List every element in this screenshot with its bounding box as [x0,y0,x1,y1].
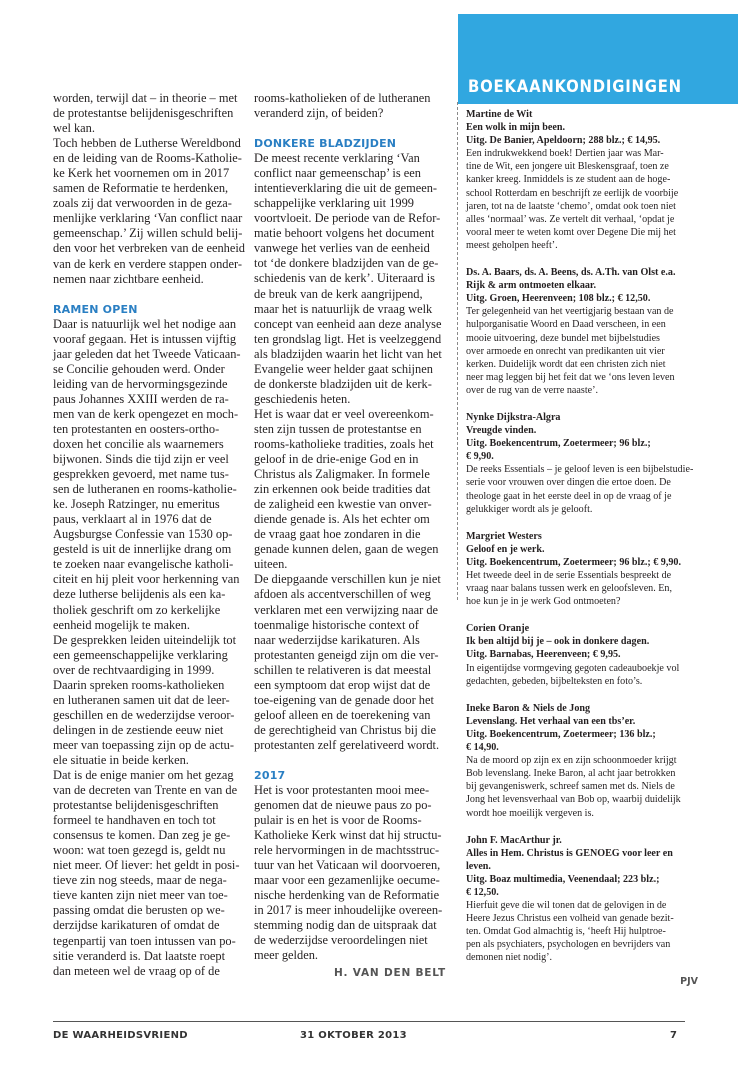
text-line: van de decreten van Trente en van de [53,783,238,798]
text-line: schappelijke verklaring uit 1999 [254,196,415,211]
footer-rule [53,1021,685,1022]
book-description-line: hulporganisatie Woord en Daad verscheen, in een [466,319,666,331]
text-line: voortvloeit. De periode van de Refor- [254,211,441,226]
book-description-line: vooral meer te weten komt over Degene Die mij het [466,226,676,238]
book-description-line: over armoede en onrecht van predikanten uit vier [466,345,665,357]
text-line: ke. Joseph Ratzinger, nu emeritus [53,497,220,512]
text-line: Daarin spreken rooms-katholieken [53,677,225,692]
paragraph [53,768,247,979]
book-description-line: over de rug van de verre naaste’. [466,384,598,396]
book-announcements [466,108,698,988]
text-line: dan meteen wel de vraag op of de [53,963,220,978]
book-author: Ineke Baron & Niels de Jong [466,702,591,714]
text-line: formeel te handhaven en toch tot [53,813,216,828]
text-line: ke Kerk het voornemen om in 2017 [53,166,230,181]
book-description-line: wordt hoe moeilijk vergeven is. [466,807,594,819]
text-line: Toch hebben de Lutherse Wereldbond [53,136,241,151]
book-author: Martine de Wit [466,109,533,120]
book-author: Margriet Westers [466,530,542,542]
text-line: sen de lutheranen en rooms-katholie- [53,482,237,497]
text-line: paus Johannes XXIII werden de ra- [53,391,229,406]
book-description-line: jaren, tot na de laatste ‘chemo’, omdat ook toen niet [466,200,676,212]
text-line: protestanten zelf gerelativeerd wordt. [254,737,440,752]
text-line: niet meer. Of liever: het geldt in posi- [53,858,240,873]
book-description-line: demonen niet nodig’. [466,952,553,964]
text-line: bijwonen. Sinds die tijd zijn er veel [53,452,229,467]
text-line: de wederzijdse veroordelingen niet [254,933,428,948]
book-description-line: theologe gaat in het eerste deel in op de vraag of je [466,490,672,502]
book-description-line: De reeks Essentials – je geloof leven is een bijbelstudie- [466,464,694,476]
paragraph [53,317,247,633]
paragraph [254,407,446,573]
book-description-line: neer mag leggen bij het feit dat we ‘ons leven leven [466,371,675,383]
issue-date: 31 OKTOBER 2013 [300,1030,407,1041]
text-line: Augsburgse Confessie van 1530 op- [53,527,233,542]
text-line: intentieverklaring die uit de gemeen- [254,181,438,196]
book-author: Corien Oranje [466,623,530,635]
book-description-line: ten. Omdat God almachtig is, ‘heeft Hij hulptroe- [466,926,666,938]
text-line: een symptoom dat erop wijst dat de [254,677,431,692]
book-description-line: kanker kreeg. Inmiddels is ze student aan de hoge- [466,174,671,186]
text-line: geschillen en de wederzijdse veroor- [53,707,235,722]
book-entry [466,411,698,516]
text-line: geschiedenis heten. [254,391,351,406]
book-publisher: € 9,90. [466,451,494,463]
book-entry [466,530,698,609]
text-line: derzijdse karikaturen of omdat de [53,918,220,933]
text-line: vooraf gegaan. Het is intussen vijftig [53,331,237,346]
text-line: een gemeenschappelijke verklaring [53,647,228,662]
book-publisher: Uitg. Boekencentrum, Zoetermeer; 96 blz.; [466,438,651,450]
book-description-line: vraag naar balans tussen werk en geloofsleven. En, [466,583,673,595]
text-line: concept van eenheid aan deze analyse [254,316,442,331]
book-publisher: Uitg. Boekencentrum, Zoetermeer; 96 blz.; € 9,90. [466,556,681,568]
article-column-1 [53,91,247,979]
text-line: genomen dat de nieuwe paus zo po- [254,798,432,813]
text-line: pulair is en het is voor de Rooms- [254,813,422,828]
text-line: ten grondslag ligt. Het is veelzeggend [254,331,442,346]
text-line: ele situatie in beide kerken. [53,752,189,767]
text-line: geloof in de drie-enige God en in [254,452,419,467]
book-description-line: Jong het levensverhaal van Bob op, waarbij duidelijk [466,794,681,806]
text-line: conflict naar gemeenschap’ is een [254,166,421,181]
book-description-line: Ter gelegenheid van het veertigjarig bestaan van de [466,306,674,318]
text-line: Christus als Zaligmaker. In formele [254,467,430,482]
section-heading: DONKERE BLADZIJDEN [254,137,397,151]
text-line: jaar geleden dat het Tweede Vaticaan- [53,346,241,361]
text-line: paus, verklaart al in 1976 dat de [53,512,212,527]
text-line: meer gelden. [254,948,318,963]
text-line: genade kunnen delen, gaan de wegen [254,542,439,557]
text-line: eenheid mogelijk te maken. [53,617,190,632]
book-description-line: kerken. Duidelijk wordt dat een christen zich niet [466,358,666,370]
text-line: maar het is natuurlijk de vraag welk [254,301,433,316]
book-description-line: school Rotterdam en beschrijft ze eerlijk de voorbije [466,187,679,199]
text-line: de zaligheid een kwestie van onver- [254,497,432,512]
book-description-line: Heere Jezus Christus een volheid van genade bezit- [466,913,674,925]
text-line: wel kan. [53,121,95,136]
text-line: de vraag gaat hoe zondaren in die [254,527,421,542]
text-line: toe-eigening van de genade door het [254,692,434,707]
book-description-line: serie voor vrouwen over dingen die ertoe doen. De [466,477,671,489]
paragraph [254,783,446,964]
book-entry [466,702,698,820]
book-description-line: meest geholpen heeft’. [466,239,558,251]
text-line: protestanten geneigd zijn om die ver- [254,647,439,662]
book-entry [466,622,698,687]
text-line: toenmalige historische context of [254,617,419,632]
text-line: sten zijn tussen de protestantse en [254,421,422,436]
text-line: tholiek geschrift om zo kerkelijke [53,602,221,617]
paragraph [53,136,247,286]
text-line: zoals zij dat verwoorden in de geza- [53,196,232,211]
book-publisher: Uitg. Barnabas, Heerenveen; € 9,95. [466,649,621,661]
book-title: Vreugde vinden. [466,425,537,437]
book-description-line: mooie uitvoering, deze bundel met bijbelstudies [466,332,660,344]
paragraph [53,633,247,768]
text-line: over de rechtvaardiging in 1999. [53,662,215,677]
text-line: geloof alleen en de toerekening van [254,707,431,722]
text-line: men van de kerk opengezet en moch- [53,406,239,421]
book-publisher: Uitg. Groen, Heerenveen; 108 blz.; € 12,50. [466,293,651,305]
page-number: 7 [670,1030,678,1041]
text-line: de protestantse belijdenisgeschriften [53,106,234,121]
text-line: Evangelie weer helder gaat schijnen [254,361,433,376]
book-title: Levenslang. Het verhaal van een tbs’er. [466,715,636,727]
book-description-line: Hierfuit geve die wil tonen dat de gelovigen in de [466,900,667,912]
text-line: verklaren met een verwijzing naar de [254,602,439,617]
text-line: tot ‘de donkere bladzijden van de ge- [254,256,439,271]
text-line: en lutheranen samen uit dat de leer- [53,692,230,707]
text-line: menlijke verklaring ‘Van conflict naar [53,211,243,226]
text-line: citeit en hij pleit voor herkenning van [53,572,240,587]
text-line: Daar is natuurlijk wel het nodige aan [53,316,237,331]
text-line: consensus te komen. Dan zeg je ge- [53,828,231,843]
text-line: protestantse belijdenisgeschriften [53,798,219,813]
text-line: passing omdat die berusten op we- [53,903,225,918]
text-line: nemen naar zichtbare eenheid. [53,271,204,286]
section-heading: 2017 [254,768,286,782]
text-line: meer van toepassing zijn op de actu- [53,737,234,752]
book-description-line: In eigentijdse vormgeving gegoten cadeauboekje vol [466,662,680,674]
text-line: woon: wat toen gezegd is, geldt nu [53,843,226,858]
text-line: samen de Reformatie te herdenken, [53,181,229,196]
text-line: maar voor een gezamenlijke oecume- [254,873,440,888]
book-entry [466,266,698,397]
text-line: den voor het verbreken van de eenheid [53,241,245,256]
book-publisher: € 12,50. [466,886,499,898]
book-description-line: gedachten, gebeden, bijbelteksten en foto’s. [466,675,643,687]
text-line: leiding van de hervormingsgezinde [53,376,228,391]
text-line: De gesprekken leiden uiteindelijk tot [53,632,237,647]
text-line: veranderd zijn, of beiden? [254,106,384,121]
text-line: sitie veranderd is. Dat laatste roept [53,948,226,963]
text-line: nische herdenking van de Reformatie [254,888,440,903]
text-line: ten protestanten en oosters-ortho- [53,421,220,436]
text-line: schillen te relativeren is dat meestal [254,662,432,677]
book-description-line: hoe kun je in je werk God ontmoeten? [466,596,621,608]
text-line: De diepgaande verschillen kun je niet [254,572,441,587]
text-line: rooms-katholieken of de lutheranen [254,91,431,105]
text-line: stemming nodig dan de uitspraak dat [254,918,437,933]
publication-name: DE WAARHEIDSVRIEND [53,1030,188,1041]
text-line: schiedenis van de kerk’. Uiteraard is [254,271,435,286]
text-line: gesteld is uit de innerlijke drang om [53,542,232,557]
text-line: de donkerste bladzijden uit de kerk- [254,376,432,391]
sidebar-banner [458,14,738,104]
book-title: Rijk & arm ontmoeten elkaar. [466,280,596,292]
text-line: van de kerk en verdere stappen onder- [53,256,242,271]
text-line: matie behoort volgens het document [254,226,435,241]
book-author: John F. MacArthur jr. [466,834,562,846]
text-line: doxen het concilie als waarnemers [53,436,224,451]
article-author: H. VAN DEN BELT [333,966,446,979]
book-author: Nynke Dijkstra-Algra [466,411,561,423]
text-line: se Concilie gehouden werd. Onder [53,361,225,376]
book-publisher: € 14,90. [466,742,499,754]
text-line: de gerechtigheid van Christus bij die [254,722,437,737]
text-line: rele hervormingen in de machtsstruc- [254,843,440,858]
book-description-line: bij gevangeniswerk, schreef samen met ds. Niels de [466,781,675,793]
text-line: delingen in de zestiende eeuw niet [53,722,224,737]
paragraph [53,91,247,136]
book-entry [466,834,698,965]
text-line: naar wederzijdse karikaturen. Als [254,632,420,647]
book-entry [466,108,698,252]
text-line: worden, terwijl dat – in theorie – met [53,91,238,105]
text-line: en de leiding van de Rooms-Katholie- [53,151,242,166]
sidebar-title: BOEKAANKONDIGINGEN [468,77,682,96]
text-line: rooms-katholieke tradities, zoals het [254,436,434,451]
column-divider [457,102,458,600]
book-title: Alles in Hem. Christus is GENOEG voor leer en leven. [466,847,673,872]
book-publisher: Uitg. De Banier, Apeldoorn; 288 blz.; € 14,95. [466,135,661,147]
text-line: gesprekken gevoerd, met name tus- [53,467,229,482]
book-description-line: alles ‘normaal’ was. Ze vertelt dit verhaal, ‘opdat je [466,213,675,225]
book-description-line: tine de Wit, een jongere uit Bleskensgraaf, toen ze [466,161,669,173]
text-line: tuur van het Vaticaan wil doorvoeren, [254,858,441,873]
book-description-line: Bob levenslang. Ineke Baron, al acht jaar betrokken [466,768,676,780]
book-publisher: Uitg. Boaz multimedia, Veenendaal; 223 blz.; [466,873,660,885]
book-description-line: gelukkiger wordt als je gelooft. [466,503,593,515]
text-line: tieve zin nog steeds, maar de nega- [53,873,227,888]
text-line: Katholieke Kerk winst dat hij structu- [254,828,442,843]
text-line: uiteen. [254,557,288,572]
book-title: Ik ben altijd bij je – ook in donkere dagen. [466,636,650,648]
paragraph [254,91,446,121]
text-line: de breuk van de kerk aangrijpend, [254,286,423,301]
book-description-line: Een indrukwekkend boek! Dertien jaar was Mar- [466,148,664,160]
reviewer-signature: PJV [680,975,698,987]
text-line: tegenpartij van toen intussen van po- [53,933,236,948]
book-title: Geloof en je werk. [466,543,545,555]
book-author: Ds. A. Baars, ds. A. Beens, ds. A.Th. van Olst e.a. [466,267,676,279]
book-description-line: Het tweede deel in de serie Essentials bespreekt de [466,570,672,581]
text-line: diende genade is. Als het echter om [254,512,430,527]
text-line: Dat is de enige manier om het gezag [53,768,234,783]
book-title: Een wolk in mijn been. [466,122,565,134]
text-line: deze lutherse belijdenis als een ka- [53,587,226,602]
text-line: Het is waar dat er veel overeenkom- [254,406,434,421]
text-line: tieve kanten zijn niet meer van toe- [53,888,228,903]
text-line: als bladzijden waarin het licht van het [254,346,442,361]
book-description-line: pen als psychiaters, psychologen en bevrijders van [466,939,671,951]
text-line: Het is voor protestanten mooi mee- [254,782,430,797]
text-line: gemeenschap.’ Zij willen schuld belij- [53,226,243,241]
text-line: te zoeken naar evangelische katholi- [53,557,234,572]
article-column-2 [254,91,446,981]
text-line: zin erkennen ook beide tradities dat [254,482,431,497]
book-description-line: Na de moord op zijn ex en zijn schoonmoeder krijgt [466,755,677,767]
paragraph [254,572,446,753]
text-line: vanwege het verlies van de eenheid [254,241,430,256]
book-publisher: Uitg. Boekencentrum, Zoetermeer; 136 blz.; [466,728,656,740]
text-line: afdoen als accentverschillen of weg [254,587,431,602]
text-line: in 2017 is meer inhoudelijke overeen- [254,903,443,918]
paragraph [254,151,446,407]
section-heading: RAMEN OPEN [53,302,138,316]
text-line: De meest recente verklaring ‘Van [254,151,420,166]
